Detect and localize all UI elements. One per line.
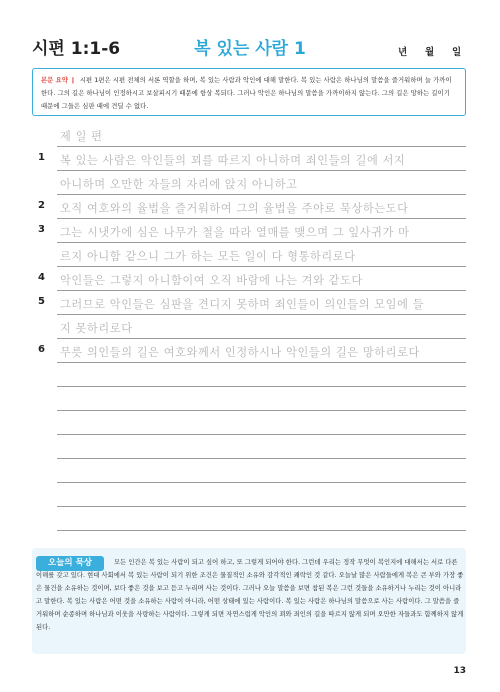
ruled-line bbox=[57, 290, 466, 291]
ruled-line bbox=[57, 362, 466, 363]
scripture-reference: 시편 1:1-6 bbox=[32, 39, 121, 59]
verse-number: 5 bbox=[38, 296, 45, 307]
meditation-text: 모든 인간은 복 있는 사람이 되고 싶어 하고, 또 그렇게 되어야 한다. 그런데 우리는 정작 무엇이 복인지에 대해서는 서로 다른 이해를 갖고 있다. 현대 사회에서 복 있는 사람이 되기 위한 조건은 물질적인 소유와 감각적인 쾌락인 것 같다. 오늘날 많은 사람들에게 복은 큰 부와 가장 좋은 물건을 소유하는 것이며, 보다 좋은 것을 보고 듣고 누리며 사는 것이다. 그러나 오늘 말씀을 보면 참된 복은 그런 것들을 소유하거나 누리는 것이 아니라고 말한다. 복 있는 사람은 어떤 것을 소유하는 사람이 아니라, 어떤 상태에 있는 사람이다. 복 있는 사람은 하나님의 말씀으로 사는 사람이다. 그 말씀을 즐거워하며 순종하며 하나님과 이웃을 사랑하는 사람이다. 그렇게 되면 자연스럽게 악인의 꾀와 죄인의 길을 따르지 않게 되며 오만한 자들과도 함께하지 않게 된다. bbox=[36, 559, 464, 631]
meditation-label: 오늘의 묵상 bbox=[36, 556, 104, 571]
trace-line: 아니하며 오만한 자들의 자리에 앉지 아니하고 bbox=[60, 178, 298, 191]
ruled-line bbox=[57, 434, 466, 435]
verse-number: 4 bbox=[38, 272, 45, 283]
trace-heading: 제 일 편 bbox=[60, 130, 103, 143]
ruled-line bbox=[57, 266, 466, 267]
trace-line: 무릇 의인들의 길은 여호와께서 인정하시나 악인들의 길은 망하리로다 bbox=[60, 346, 420, 359]
ruled-line bbox=[57, 218, 466, 219]
ruled-line bbox=[57, 314, 466, 315]
page-number: 13 bbox=[453, 666, 466, 676]
summary-text: 시편 1편은 시편 전체의 서론 역할을 하며, 복 있는 사람과 악인에 대해 말한다. 복 있는 사람은 하나님의 말씀을 즐거워하며 늘 가까이 한다. 그의 길은 하나님이 인정하시고 보살피시기 때문에 항상 복되다. 그러나 악인은 하나님의 말씀을 가까이하지 않는다. 그의 길은 망하는 길이기 때문에 그들은 심판 때에 견딜 수 없다. bbox=[41, 77, 452, 110]
trace-line: 악인들은 그렇지 아니함이여 오직 바람에 나는 겨와 같도다 bbox=[60, 274, 363, 287]
trace-line: 지 못하리로다 bbox=[60, 322, 133, 335]
trace-line: 오직 여호와의 율법을 즐거워하여 그의 율법을 주야로 묵상하는도다 bbox=[60, 202, 409, 215]
writing-area[interactable] bbox=[32, 120, 466, 532]
page-title: 복 있는 사람 1 bbox=[194, 39, 306, 59]
date-year-label: 년 bbox=[398, 47, 408, 58]
ruled-line bbox=[57, 530, 466, 531]
ruled-line bbox=[57, 482, 466, 483]
trace-line: 그는 시냇가에 심은 나무가 철을 따라 열매를 맺으며 그 잎사귀가 마 bbox=[60, 226, 410, 239]
summary-label: 본문 요약 ❙ bbox=[41, 77, 76, 84]
ruled-line bbox=[57, 458, 466, 459]
date-day-label: 일 bbox=[452, 47, 462, 58]
summary-box bbox=[32, 68, 466, 116]
ruled-line bbox=[57, 506, 466, 507]
trace-line: 복 있는 사람은 악인들의 꾀를 따르지 아니하며 죄인들의 길에 서지 bbox=[60, 154, 406, 167]
verse-number: 6 bbox=[38, 344, 45, 355]
ruled-line bbox=[57, 338, 466, 339]
ruled-line bbox=[57, 386, 466, 387]
verse-number: 3 bbox=[38, 224, 45, 235]
date-month-label: 월 bbox=[425, 47, 435, 58]
ruled-line bbox=[57, 242, 466, 243]
trace-line: 그러므로 악인들은 심판을 견디지 못하며 죄인들이 의인들의 모임에 들 bbox=[60, 298, 425, 311]
ruled-line bbox=[57, 170, 466, 171]
verse-number: 2 bbox=[38, 200, 45, 211]
ruled-line bbox=[57, 146, 466, 147]
verse-number: 1 bbox=[38, 152, 45, 163]
ruled-line bbox=[57, 410, 466, 411]
ruled-line bbox=[57, 194, 466, 195]
trace-line: 르지 아니함 같으니 그가 하는 모든 일이 다 형통하리로다 bbox=[60, 250, 356, 263]
